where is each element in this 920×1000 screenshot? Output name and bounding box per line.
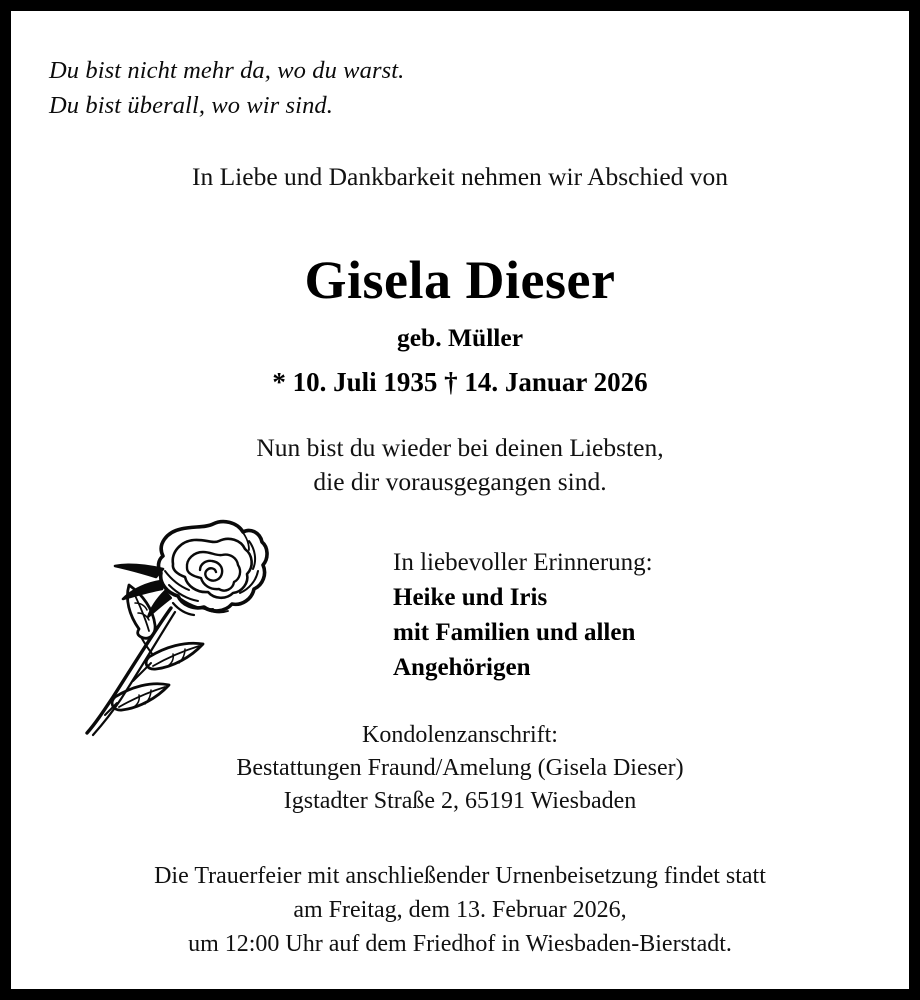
condolence-address-block: [11, 719, 909, 818]
service-details-block: [11, 859, 909, 961]
opening-verse-line-2: Du bist überall, wo wir sind.: [49, 92, 334, 119]
family-line-1: Heike und Iris: [393, 584, 548, 611]
service-line-3: um 12:00 Uhr auf dem Friedhof in Wiesbaden-Bierstadt.: [188, 931, 732, 957]
middle-verse: [11, 431, 909, 499]
condolence-line-1: Bestattungen Fraund/Amelung (Gisela Dieser): [236, 755, 684, 781]
family-line-2: mit Familien und allen: [393, 619, 636, 646]
opening-verse-line-1: Du bist nicht mehr da, wo du warst.: [49, 57, 405, 84]
middle-verse-line-1: Nun bist du wieder bei deinen Liebsten,: [256, 433, 664, 462]
service-line-1: Die Trauerfeier mit anschließender Urnenbeisetzung findet statt: [154, 863, 766, 889]
rose-icon: [53, 511, 283, 741]
deceased-dates: * 10. Juli 1935 † 14. Januar 2026: [272, 367, 648, 397]
family-line-3: Angehörigen: [393, 654, 531, 681]
deceased-maiden-name: geb. Müller: [396, 323, 524, 352]
remembrance-lead: In liebevoller Erinnerung:: [393, 549, 653, 576]
intro-line: In Liebe und Dankbarkeit nehmen wir Abschied von: [191, 162, 729, 191]
condolence-line-2: Igstadter Straße 2, 65191 Wiesbaden: [283, 788, 637, 814]
opening-verse: [49, 53, 749, 123]
deceased-name: Gisela Dieser: [304, 250, 616, 310]
middle-verse-line-2: die dir vorausgegangen sind.: [313, 467, 607, 496]
condolence-heading: Kondolenzanschrift:: [362, 722, 558, 748]
remembrance-block: [393, 546, 833, 685]
obituary-notice-card: [11, 11, 909, 989]
service-line-2: am Freitag, dem 13. Februar 2026,: [293, 897, 627, 923]
